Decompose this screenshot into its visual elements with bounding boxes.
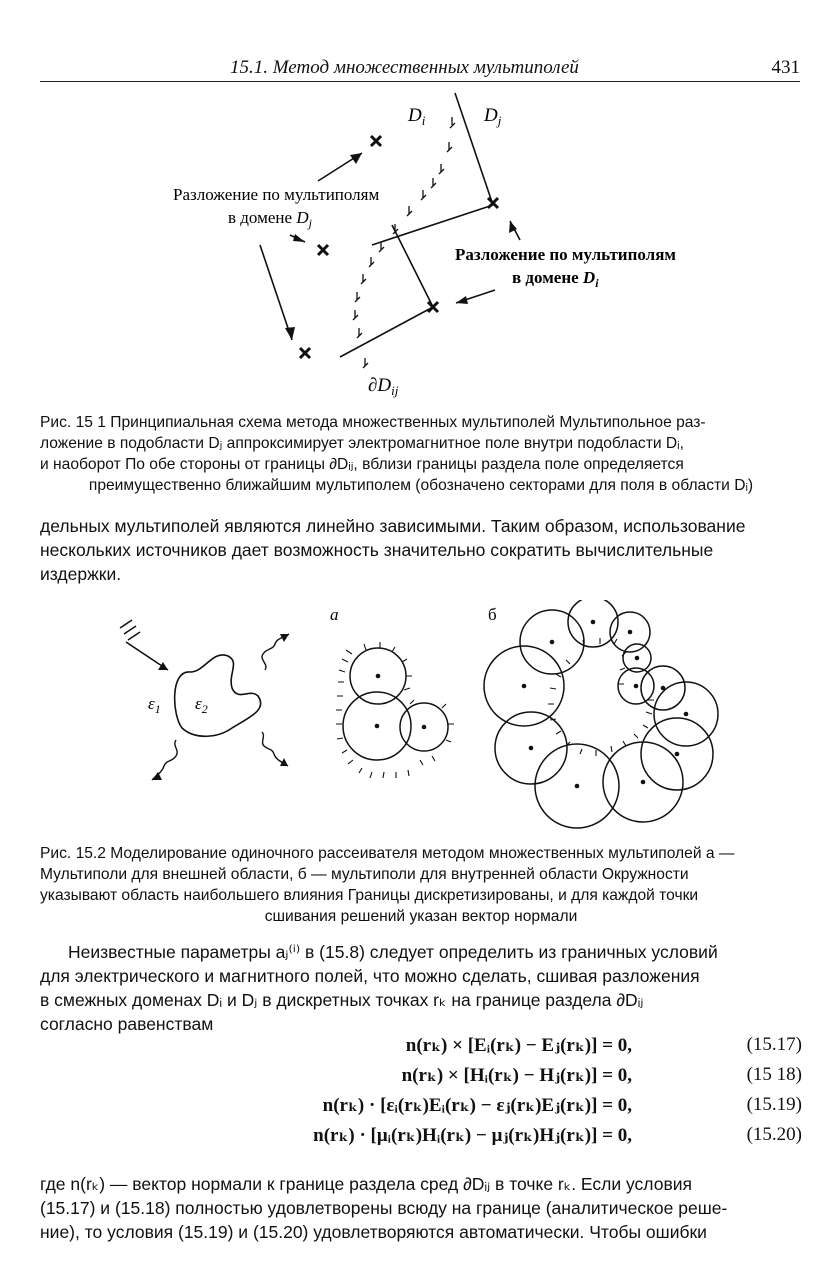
paragraph-2	[40, 940, 802, 1036]
caption-line: преимущественно ближайшим мультиполем (обозначено секторами для поля в области Dᵢ)	[88, 477, 754, 494]
scatterer-shape	[175, 655, 261, 736]
arrow-to-cross-3	[260, 245, 292, 340]
label-eps2: $\varepsilon_2$	[195, 694, 208, 716]
text-line: согласно равенствам	[40, 1014, 214, 1034]
equation-expression: n(rₖ) · [εᵢ(rₖ)Eᵢ(rₖ) − εⱼ(rₖ)Eⱼ(rₖ)] = 0,	[322, 1095, 632, 1116]
equation-expression: n(rₖ) × [Hᵢ(rₖ) − Hⱼ(rₖ)] = 0,	[401, 1065, 632, 1086]
equation-number: (15.17)	[746, 1034, 802, 1055]
text-line: (15.17) и (15.18) полностью удовлетворены всюду на границе (аналитическое реше-	[40, 1198, 728, 1218]
discretization-ticks	[353, 117, 455, 368]
header-rule	[40, 81, 800, 82]
caption-line: ложение в подобласти Dⱼ аппроксимирует электромагнитное поле внутри подобласти Dᵢ,	[40, 435, 684, 452]
crossing-line-upper	[372, 205, 493, 245]
caption-line: и наоборот По обе стороны от границы ∂Dᵢⱼ, вблизи границы раздела поле определяется	[40, 456, 684, 473]
label-expansion-dj-line2: в домене $D_j$	[228, 208, 312, 230]
label-domain-di: $D_i$	[408, 105, 426, 128]
equation-number: (15 18)	[746, 1064, 802, 1085]
label-domain-dj: $D_j$	[484, 105, 502, 128]
paragraph-1	[40, 514, 802, 586]
caption-line: Рис. 15.2 Моделирование одиночного рассеивателя методом множественных мультиполей а —	[40, 845, 735, 862]
equation-expression: n(rₖ) · [μᵢ(rₖ)Hᵢ(rₖ) − μⱼ(rₖ)Hⱼ(rₖ)] = 0,	[313, 1125, 632, 1146]
label-expansion-di-line2: в домене $D_i$	[512, 268, 599, 290]
figure-1-diagram	[0, 85, 840, 405]
equation-number: (15.19)	[746, 1094, 802, 1115]
equation-15-20	[40, 1124, 802, 1154]
paragraph-3	[40, 1172, 802, 1244]
text-line: нескольких источников дает возможность значительно сократить вычислительные	[40, 540, 714, 560]
text-line: где n(rₖ) — вектор нормали к границе раздела сред ∂Dᵢⱼ в точке rₖ. Если условия	[40, 1174, 692, 1194]
text-line: издержки.	[40, 564, 122, 584]
page-number: 431	[771, 57, 800, 78]
incident-wave-arrow	[120, 620, 168, 670]
text-line: для электрического и магнитного полей, что можно сделать, сшивая разложения	[40, 966, 700, 986]
equation-15-17	[40, 1034, 802, 1064]
label-boundary-dij: $\partial D_{ij}$	[368, 375, 399, 398]
boundary-line-middle	[392, 225, 433, 307]
label-panel-b: б	[488, 605, 497, 624]
text-line: ние), то условия (15.19) и (15.20) удовлетворяются автоматически. Чтобы ошибки	[40, 1222, 707, 1242]
figure-2-diagram	[0, 600, 840, 840]
caption-line: указывают область наибольшего влияния Границы дискретизированы, и для каждой точки	[40, 887, 699, 904]
caption-line: Мультиполи для внешней области, б — мультиполи для внутренней области Окружности	[40, 866, 689, 883]
caption-line: Рис. 15 1 Принципиальная схема метода множественных мультиполей Мультипольное раз-	[40, 414, 706, 431]
text-line: в смежных доменах Dᵢ и Dⱼ в дискретных точках rₖ на границе раздела ∂Dᵢⱼ	[40, 990, 644, 1010]
equation-number: (15.20)	[746, 1124, 802, 1145]
figure-2-caption	[40, 843, 802, 927]
equation-15-19	[40, 1094, 802, 1124]
label-expansion-di-line1: Разложение по мультиполям	[455, 245, 676, 264]
panel-b-circles	[484, 600, 718, 828]
equation-expression: n(rₖ) × [Eᵢ(rₖ) − Eⱼ(rₖ)] = 0,	[405, 1035, 632, 1056]
panel-b-boundary-ticks	[548, 638, 654, 756]
label-panel-a: а	[330, 605, 339, 624]
text-line: дельных мультиполей являются линейно зависимыми. Таким образом, использование	[40, 516, 746, 536]
text-line: Неизвестные параметры aⱼ⁽ⁱ⁾ в (15.8) следует определить из граничных условий	[68, 942, 718, 962]
label-eps1: $\varepsilon_1$	[148, 694, 161, 716]
caption-line: сшивания решений указан вектор нормали	[264, 908, 578, 925]
figure-1-caption	[40, 412, 802, 496]
crossing-line-lower	[340, 307, 433, 357]
equation-15-18	[40, 1064, 802, 1094]
label-expansion-dj-line1: Разложение по мультиполям	[173, 185, 380, 204]
panel-a-circles	[343, 648, 448, 760]
running-header-title: 15.1. Метод множественных мультиполей	[230, 57, 579, 78]
